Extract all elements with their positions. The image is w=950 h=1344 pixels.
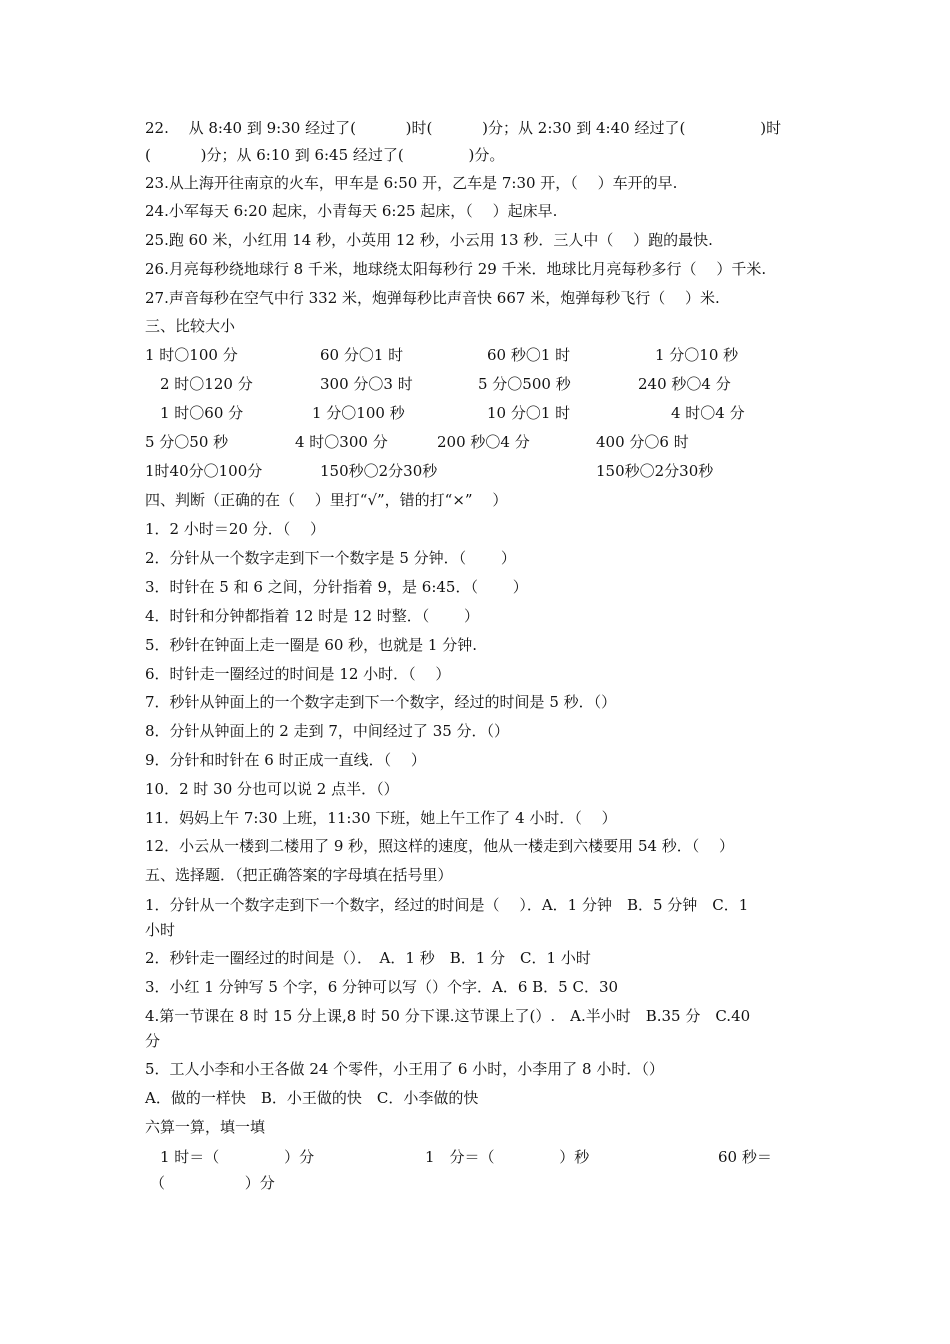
compare-item: 60 分〇1 时 (320, 346, 404, 364)
judge-12: 12．小云从一楼到二楼用了 9 秒，照这样的速度，他从一楼走到六楼要用 54 秒．（ ） (145, 837, 735, 855)
judge-8: 8．分针从钟面上的 2 走到 7，中间经过了 35 分．（） (145, 722, 510, 740)
compare-item: 150秒〇2分30秒 (596, 462, 714, 480)
judge-3: 3．时针在 5 和 6 之间，分针指着 9，是 6:45．（ ） (145, 578, 528, 596)
section-4-heading: 四、判断（正确的在（ ）里打“√”，错的打“×” ） (145, 491, 508, 509)
section-3-heading: 三、比较大小 (145, 317, 236, 335)
question-25: 25.跑 60 米，小红用 14 秒，小英用 12 秒，小云用 13 秒．三人中（ ）跑的最快. (145, 231, 713, 249)
compare-item: 5 分〇50 秒 (145, 433, 229, 451)
compare-item: 200 秒〇4 分 (437, 433, 530, 451)
question-23: 23.从上海开往南京的火车，甲车是 6:50 开，乙车是 7:30 开，（ ）车开的早. (145, 174, 678, 192)
question-22-line-2: ( )分；从 6:10 到 6:45 经过了( )分。 (145, 146, 505, 164)
choice-1-line-1: 1．分针从一个数字走到下一个数字，经过的时间是（ ）．A．1 分钟 B．5 分钟 C．1 (145, 896, 749, 914)
compare-item: 60 秒〇1 时 (487, 346, 571, 364)
judge-1: 1．2 小时＝20 分．（ ） (145, 520, 325, 538)
compare-item: 1 分〇100 秒 (312, 404, 405, 422)
compare-item: 4 时〇4 分 (671, 404, 745, 422)
question-24: 24.小军每天 6:20 起床，小青每天 6:25 起床，（ ）起床早. (145, 202, 558, 220)
judge-7: 7．秒针从钟面上的一个数字走到下一个数字，经过的时间是 5 秒．（） (145, 693, 617, 711)
compare-item: 240 秒〇4 分 (638, 375, 731, 393)
compare-item: 10 分〇1 时 (487, 404, 571, 422)
compare-item: 5 分〇500 秒 (478, 375, 571, 393)
fill-item: 1 时＝（ ）分 (160, 1148, 315, 1166)
judge-6: 6．时针走一圈经过的时间是 12 小时．（ ） (145, 665, 451, 683)
fill-item: 60 秒＝ (718, 1148, 772, 1166)
compare-item: 1 分〇10 秒 (655, 346, 739, 364)
question-27: 27.声音每秒在空气中行 332 米，炮弹每秒比声音快 667 米，炮弹每秒飞行（ ）米. (145, 289, 720, 307)
section-5-heading: 五、选择题．（把正确答案的字母填在括号里） (145, 866, 453, 884)
judge-11: 11．妈妈上午 7:30 上班，11:30 下班，她上午工作了 4 小时．（ ） (145, 809, 617, 827)
compare-item: 2 时〇120 分 (160, 375, 253, 393)
fill-item: 1 分＝（ ）秒 (425, 1148, 590, 1166)
compare-item: 1 时〇60 分 (160, 404, 244, 422)
question-22-line-1: 22. 从 8:40 到 9:30 经过了( )时( )分；从 2:30 到 4:40 经过了( )时 (145, 119, 782, 137)
choice-3: 3．小红 1 分钟写 5 个字，6 分钟可以写（）个字．A．6 B．5 C．30 (145, 978, 619, 996)
choice-4-line-1: 4.第一节课在 8 时 15 分上课,8 时 50 分下课.这节课上了(）. A.半小时 B.35 分 C.40 (145, 1007, 751, 1025)
compare-item: 400 分〇6 时 (596, 433, 689, 451)
choice-4-line-2: 分 (145, 1032, 161, 1050)
compare-item: 150秒〇2分30秒 (320, 462, 438, 480)
question-26: 26.月亮每秒绕地球行 8 千米，地球绕太阳每秒行 29 千米．地球比月亮每秒多行（ ）千米. (145, 260, 767, 278)
choice-1-line-2: 小时 (145, 921, 176, 939)
judge-2: 2．分针从一个数字走到下一个数字是 5 分钟．（ ） (145, 549, 516, 567)
compare-item: 300 分〇3 时 (320, 375, 413, 393)
choice-5: 5．工人小李和小王各做 24 个零件，小王用了 6 小时，小李用了 8 小时．（） (145, 1060, 664, 1078)
judge-10: 10．2 时 30 分也可以说 2 点半．（） (145, 780, 399, 798)
judge-4: 4．时针和分钟都指着 12 时是 12 时整．（ ） (145, 607, 480, 625)
judge-5: 5．秒针在钟面上走一圈是 60 秒，也就是 1 分钟. (145, 636, 478, 654)
choice-2: 2．秒针走一圈经过的时间是（）． A．1 秒 B．1 分 C．1 小时 (145, 949, 591, 967)
compare-item: 1时40分〇100分 (145, 462, 263, 480)
compare-item: 1 时〇100 分 (145, 346, 238, 364)
choice-5-options: A．做的一样快 B．小王做的快 C．小李做的快 (145, 1089, 479, 1107)
compare-item: 4 时〇300 分 (295, 433, 388, 451)
section-6-heading: 六算一算，填一填 (145, 1118, 266, 1136)
fill-item-continued: （ ）分 (150, 1174, 275, 1192)
judge-9: 9．分针和时针在 6 时正成一直线．（ ） (145, 751, 426, 769)
